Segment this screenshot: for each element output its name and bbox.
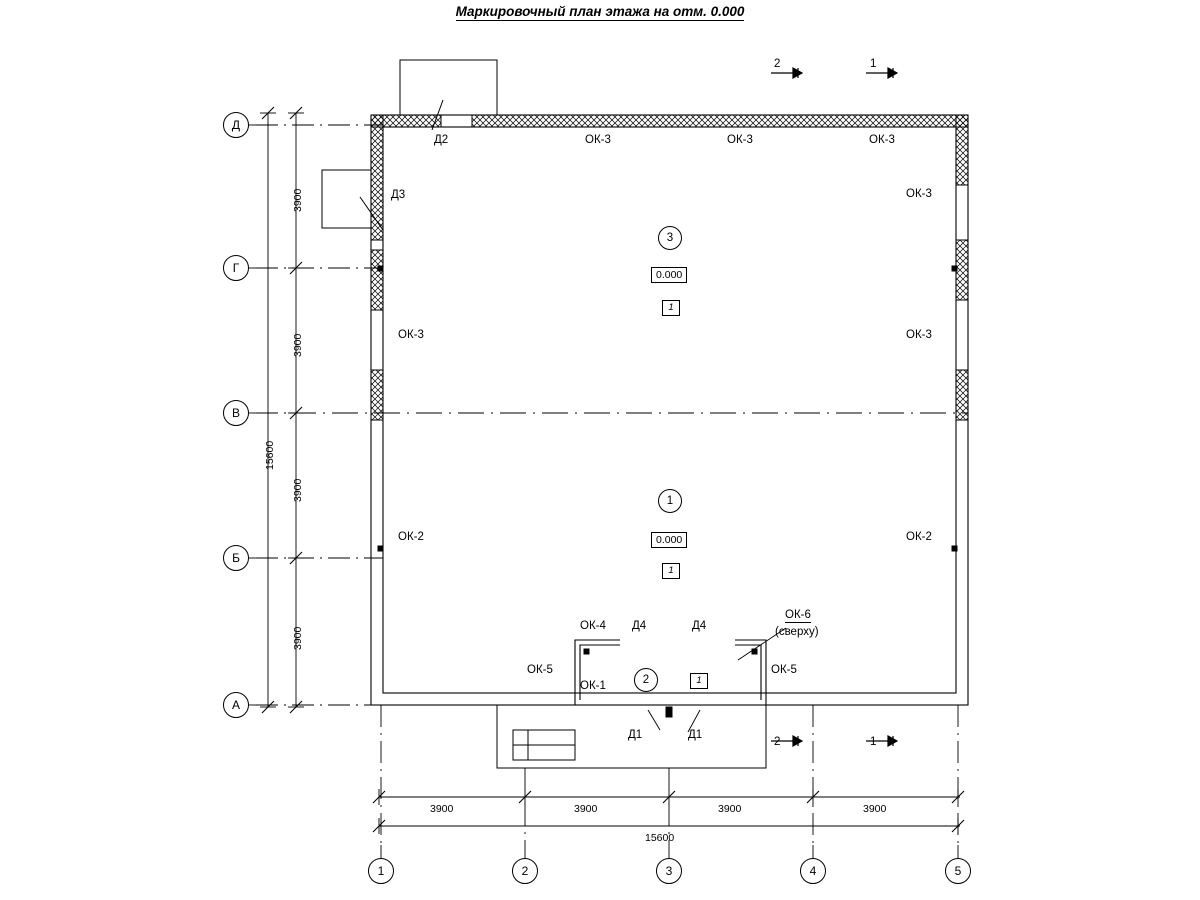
window-label-ok3-top-3: ОК-3 [869,134,895,146]
detail-marker-upper[interactable]: 1 [662,300,680,316]
node-bubble-1[interactable]: 1 [658,489,682,513]
window-label-ok5-right: ОК-5 [771,664,797,676]
dim-horizontal-3: 3900 [718,803,742,815]
dim-horizontal-4: 3900 [863,803,887,815]
axis-bubble-2[interactable]: 2 [512,858,538,884]
window-label-ok3-right-1: ОК-3 [906,188,932,200]
axis-bubble-b[interactable]: Б [223,545,249,571]
axis-bubble-d[interactable]: Д [223,112,249,138]
elevation-box-upper: 0.000 [651,267,687,283]
window-label-ok3-top-2: ОК-3 [727,134,753,146]
dim-vertical-1: 3900 [292,188,304,212]
door-label-d2: Д2 [434,134,449,146]
window-label-ok6: ОК-6 [785,609,811,621]
window-label-ok3-left: ОК-3 [398,329,424,341]
detail-marker-lower[interactable]: 1 [662,563,680,579]
detail-marker-entrance[interactable]: 1 [690,673,708,689]
axis-bubble-g[interactable]: Г [223,255,249,281]
section-mark-bottom-1: 1 [870,736,877,748]
dim-horizontal-1: 3900 [430,803,454,815]
dim-horizontal-total: 15600 [645,832,675,844]
axis-bubble-3[interactable]: 3 [656,858,682,884]
window-label-ok4: ОК-4 [580,620,606,632]
window-label-ok3-right-2: ОК-3 [906,329,932,341]
dim-vertical-3: 3900 [292,478,304,502]
dim-vertical-total: 15600 [264,440,276,470]
section-mark-top-2: 2 [774,58,781,70]
door-label-d4-right: Д4 [692,620,707,632]
window-label-ok3-top-1: ОК-3 [585,134,611,146]
node-bubble-2[interactable]: 2 [634,668,658,692]
window-label-ok2-left: ОК-2 [398,531,424,543]
section-mark-bottom-2: 2 [774,736,781,748]
axis-bubble-5[interactable]: 5 [945,858,971,884]
axis-bubble-a[interactable]: А [223,692,249,718]
drawing-title-text: Маркировочный план этажа на отм. 0.000 [455,4,745,19]
window-label-ok1: ОК-1 [580,680,606,692]
elevation-box-lower: 0.000 [651,532,687,548]
axis-bubble-v[interactable]: В [223,400,249,426]
door-label-d1-left: Д1 [628,729,643,741]
door-label-d1-right: Д1 [688,729,703,741]
window-label-ok6-note: (сверху) [775,626,819,638]
dim-vertical-2: 3900 [292,333,304,357]
axis-bubble-4[interactable]: 4 [800,858,826,884]
dim-horizontal-2: 3900 [574,803,598,815]
door-label-d3: Д3 [391,189,406,201]
section-mark-top-1: 1 [870,58,877,70]
door-label-d4-left: Д4 [632,620,647,632]
window-label-ok2-right: ОК-2 [906,531,932,543]
dim-vertical-4: 3900 [292,626,304,650]
node-bubble-3[interactable]: 3 [658,226,682,250]
window-label-ok5-left: ОК-5 [527,664,553,676]
axis-bubble-1[interactable]: 1 [368,858,394,884]
